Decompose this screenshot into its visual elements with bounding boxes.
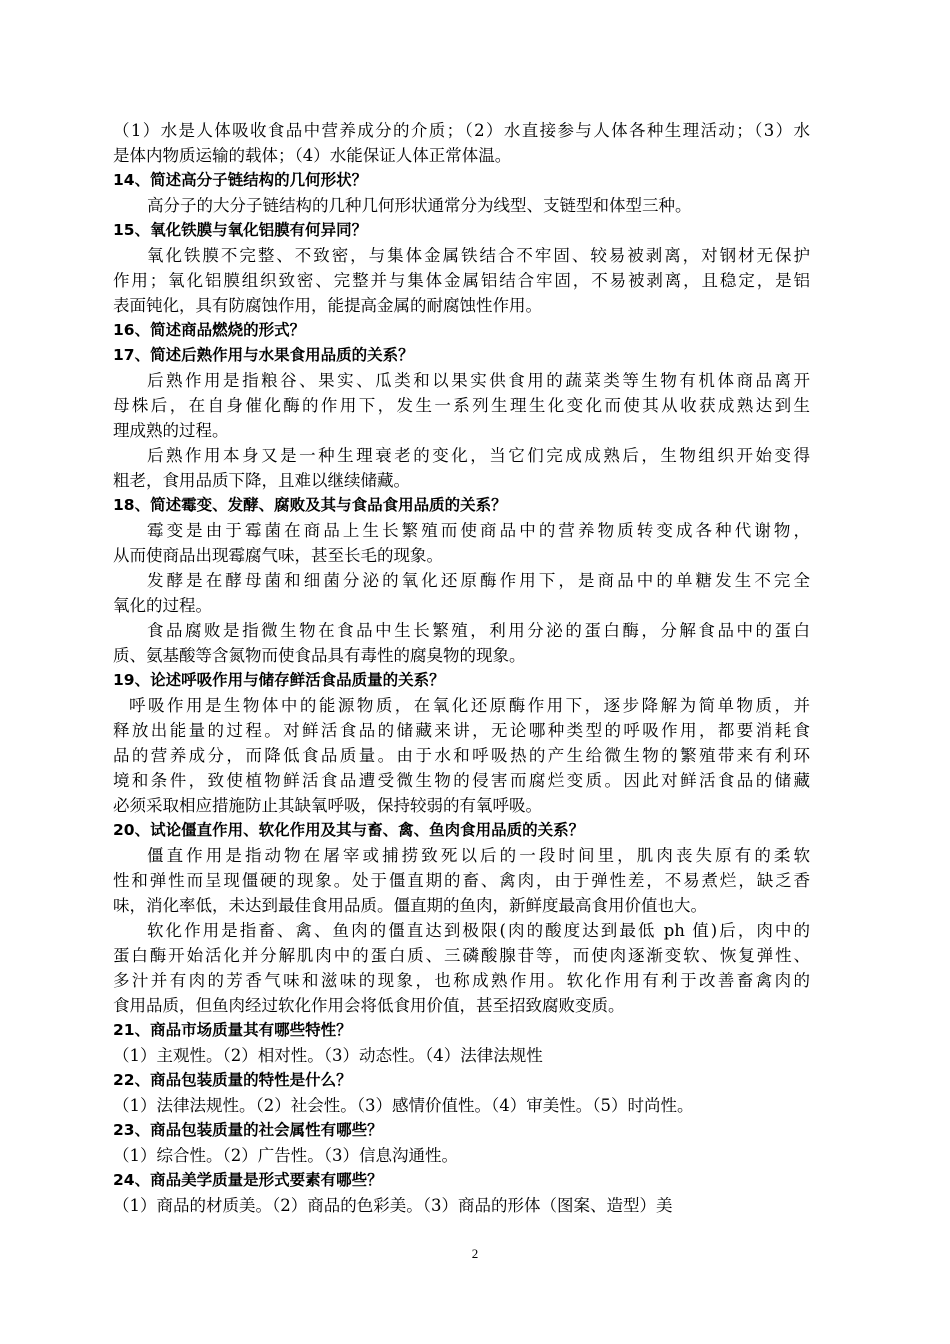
question-heading: 20、试论僵直作用、软化作用及其与畜、禽、鱼肉食用品质的关系？ xyxy=(113,821,585,839)
text-line: （1）主观性。（2）相对性。（3）动态性。（4）法律法规性 xyxy=(113,1046,543,1065)
question-heading: 17、简述后熟作用与水果食用品质的关系？ xyxy=(113,346,414,364)
question-heading: 15、氧化铁膜与氧化铝膜有何异同？ xyxy=(113,221,368,239)
text-line: 发酵是在酵母菌和细菌分泌的氧化还原酶作用下，是商品中的单糖发生不完全 xyxy=(147,571,810,590)
text-line: 性和弹性而呈现僵硬的现象。处于僵直期的畜、禽肉，由于弹性差，不易煮烂，缺乏香 xyxy=(113,871,810,890)
question-heading: 19、论述呼吸作用与储存鲜活食品质量的关系？ xyxy=(113,671,445,689)
text-line: 多汁并有肉的芳香气味和滋味的现象，也称成熟作用。软化作用有利于改善畜禽肉的 xyxy=(113,971,810,990)
text-line: 僵直作用是指动物在屠宰或捕捞致死以后的一段时间里，肌肉丧失原有的柔软 xyxy=(147,846,810,865)
text-line: 高分子的大分子链结构的几种几何形状通常分为线型、支链型和体型三种。 xyxy=(147,196,692,215)
question-heading: 18、简述霉变、发酵、腐败及其与食品食用品质的关系？ xyxy=(113,496,507,514)
text-line: 境和条件，致使植物鲜活食品遭受微生物的侵害而腐烂变质。因此对鲜活食品的储藏 xyxy=(113,771,810,790)
text-line: 蛋白酶开始活化并分解肌肉中的蛋白质、三磷酸腺苷等，而使肉逐渐变软、恢复弹性、 xyxy=(113,946,810,965)
text-line: 霉变是由于霉菌在商品上生长繁殖而使商品中的营养物质转变成各种代谢物， xyxy=(147,521,810,540)
text-line: 质、氨基酸等含氮物而使食品具有毒性的腐臭物的现象。 xyxy=(113,646,526,665)
text-line: （1）商品的材质美。（2）商品的色彩美。（3）商品的形体（图案、造型）美 xyxy=(113,1196,673,1215)
text-line: 呼吸作用是生物体中的能源物质，在氧化还原酶作用下，逐步降解为简单物质，并 xyxy=(129,696,810,715)
text-line: 氧化铁膜不完整、不致密，与集体金属铁结合不牢固、较易被剥离，对钢材无保护 xyxy=(147,246,810,265)
question-heading: 16、简述商品燃烧的形式？ xyxy=(113,321,306,339)
text-line: （1）法律法规性。（2）社会性。（3）感情价值性。（4）审美性。（5）时尚性。 xyxy=(113,1096,694,1115)
question-heading: 23、商品包装质量的社会属性有哪些？ xyxy=(113,1121,383,1139)
text-line: 理成熟的过程。 xyxy=(113,421,229,440)
page-number: 2 xyxy=(471,1246,479,1261)
question-heading: 21、商品市场质量其有哪些特性？ xyxy=(113,1021,352,1039)
question-heading: 14、简述高分子链结构的几何形状？ xyxy=(113,171,368,189)
text-line: 释放出能量的过程。对鲜活食品的储藏来讲，无论哪种类型的呼吸作用，都要消耗食 xyxy=(113,721,810,740)
question-heading: 22、商品包装质量的特性是什么？ xyxy=(113,1071,352,1089)
text-line: （1）水是人体吸收食品中营养成分的介质；（2）水直接参与人体各种生理活动；（3）水 xyxy=(113,121,810,140)
text-line: 味，消化率低，未达到最佳食用品质。僵直期的鱼肉，新鲜度最高食用价值也大。 xyxy=(113,896,707,915)
text-line: （1）综合性。（2）广告性。（3）信息沟通性。 xyxy=(113,1146,458,1165)
text-line: 食用品质，但鱼肉经过软化作用会将低食用价值，甚至招致腐败变质。 xyxy=(113,996,625,1015)
text-line: 粗老，食用品质下降，且难以继续储藏。 xyxy=(113,471,410,490)
text-line: 作用；氧化铝膜组织致密、完整并与集体金属铝结合牢固，不易被剥离，且稳定，是铝 xyxy=(113,271,810,290)
text-line: 表面钝化，具有防腐蚀作用，能提高金属的耐腐蚀性作用。 xyxy=(113,296,542,315)
text-line: 从而使商品出现霉腐气味，甚至长毛的现象。 xyxy=(113,546,443,565)
text-line: 是体内物质运输的载体；（4）水能保证人体正常体温。 xyxy=(113,146,512,165)
question-heading: 24、商品美学质量是形式要素有哪些？ xyxy=(113,1171,383,1189)
text-line: 品的营养成分，而降低食品质量。由于水和呼吸热的产生给微生物的繁殖带来有利环 xyxy=(113,746,810,765)
text-line: 软化作用是指畜、禽、鱼肉的僵直达到极限(肉的酸度达到最低 ph 值)后，肉中的 xyxy=(147,921,810,940)
text-line: 后熟作用本身又是一种生理衰老的变化，当它们完成成熟后，生物组织开始变得 xyxy=(147,446,810,465)
text-line: 氧化的过程。 xyxy=(113,596,212,615)
text-line: 必须采取相应措施防止其缺氧呼吸，保持较弱的有氧呼吸。 xyxy=(113,796,542,815)
text-line: 后熟作用是指粮谷、果实、瓜类和以果实供食用的蔬菜类等生物有机体商品离开 xyxy=(147,371,810,390)
text-line: 食品腐败是指微生物在食品中生长繁殖，利用分泌的蛋白酶，分解食品中的蛋白 xyxy=(147,621,810,640)
document-body xyxy=(113,118,810,1218)
text-line: 母株后，在自身催化酶的作用下，发生一系列生理生化变化而使其从收获成熟达到生 xyxy=(113,396,810,415)
